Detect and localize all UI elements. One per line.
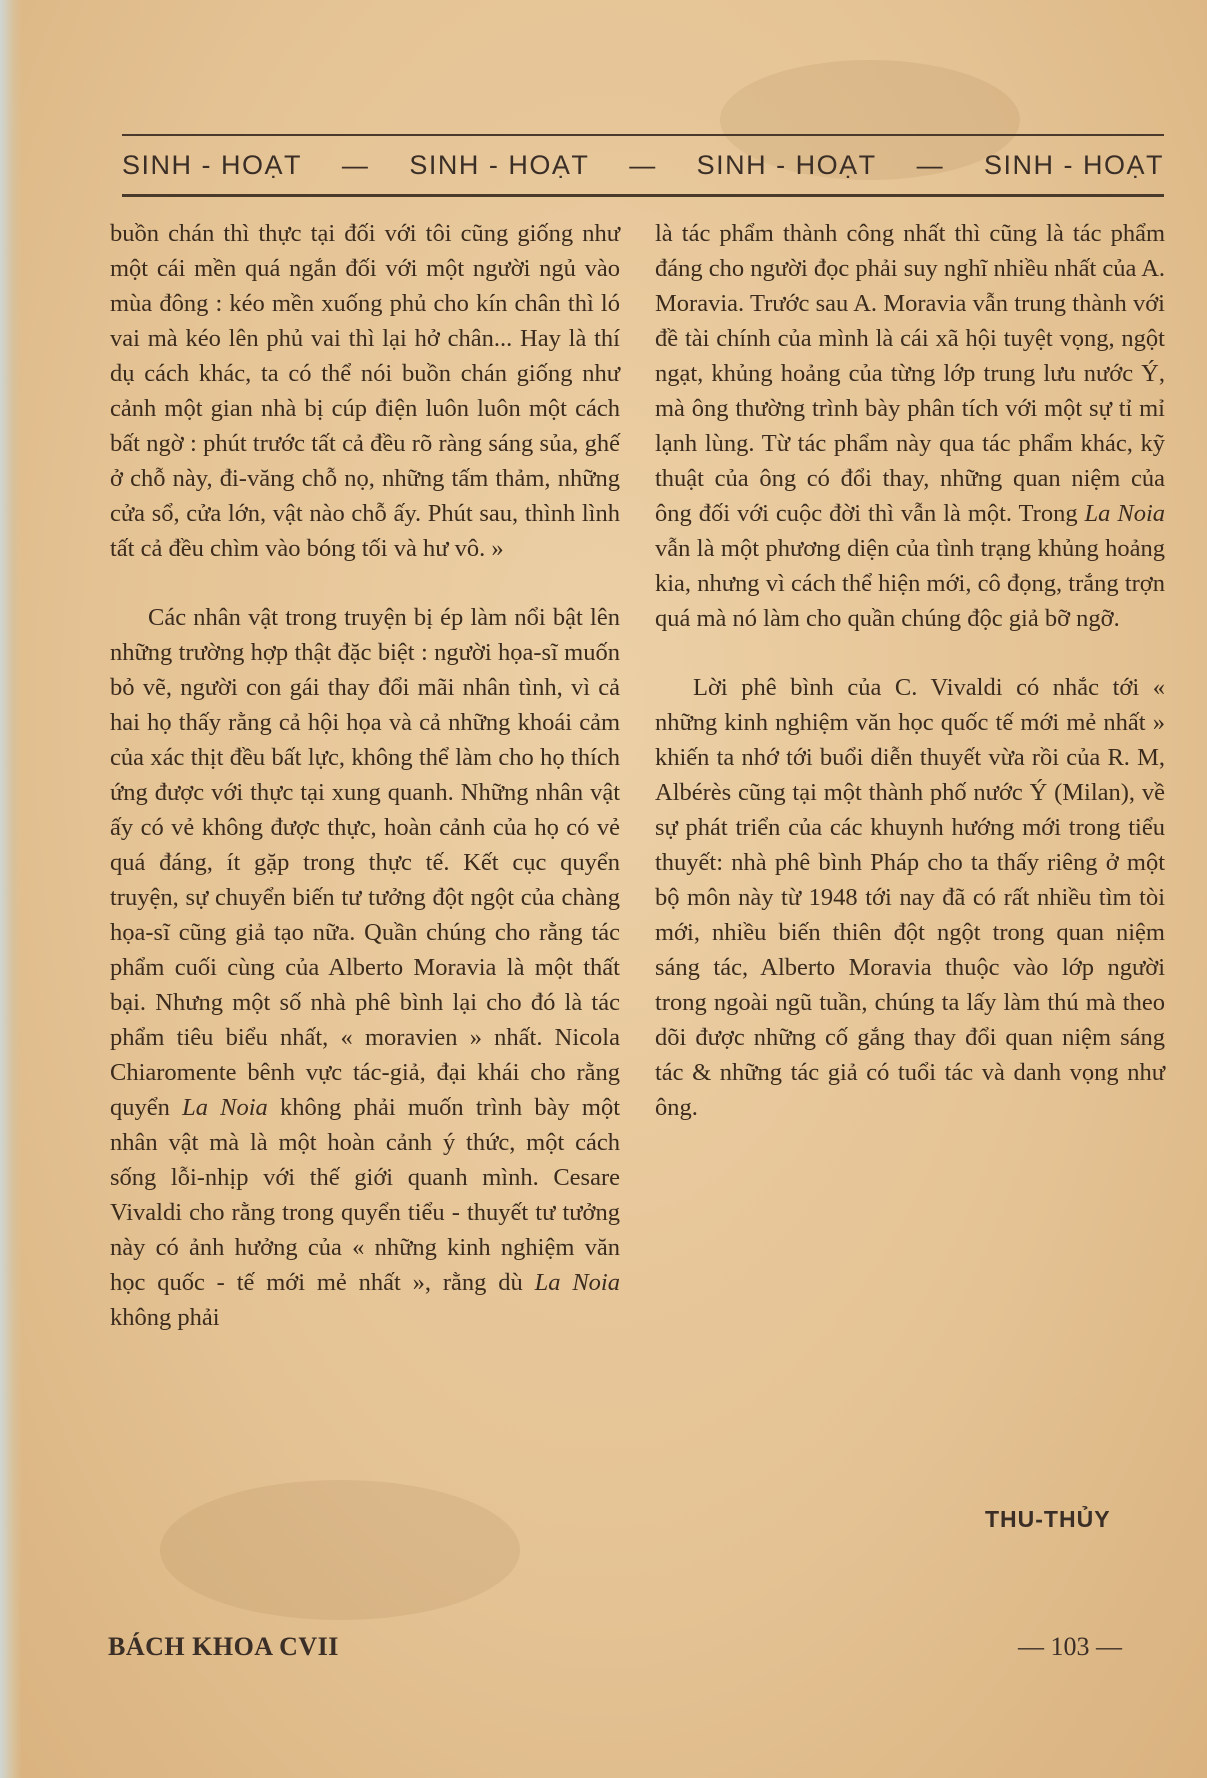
page-number: — 103 — — [1018, 1632, 1122, 1661]
paragraph: buồn chán thì thực tại đối với tôi cũng giống như một cái mền quá ngắn đối với một người ngủ vào mùa đông : kéo mền xuống phủ cho kín chân thì ló vai mà kéo lên phủ vai thì lại hở chân... Hay là thí dụ cách khác, ta có thể nói buồn chán giống như cảnh một gian nhà bị cúp điện luôn luôn một cách bất ngờ : phút trước tất cả đều rõ ràng sáng sủa, ghế ở chỗ này, đi-văng chỗ nọ, những tấm thảm, những cửa sổ, cửa lớn, vật nào chỗ ấy. Phút sau, thình lình tất cả đều chìm vào bóng tối và hư vô. » — [110, 220, 620, 562]
header-items — [122, 150, 1164, 181]
paragraph — [110, 600, 620, 1335]
book-title: La Noia — [534, 1269, 620, 1296]
text-run: vẫn là một phương diện của tình trạng khủng hoảng kia, nhưng vì cách thể hiện mới, cô đọng, trắng trợn quá mà nó làm cho quần chúng độc giả bỡ ngỡ. — [655, 535, 1165, 632]
book-title: La Noia — [1084, 500, 1166, 527]
header-item: SINH - HOẠT — [983, 150, 1164, 180]
right-column — [655, 216, 1165, 1125]
text-run: không phải — [110, 1304, 220, 1331]
left-column — [110, 216, 620, 1335]
header-item: SINH - HOẠT — [122, 150, 303, 180]
page-edge — [0, 0, 22, 1778]
text-run: không phải muốn trình bày một nhân vật mà là một hoàn cảnh ý thức, một cách sống lỗi-nhịp với thế giới quanh mình. Cesare Vivaldi cho rằng trong quyển tiểu - thuyết tư tưởng này có ảnh hưởng của « những kinh nghiệm văn học quốc - tế mới mẻ nhất », rằng dù — [110, 1094, 621, 1296]
paragraph: Lời phê bình của C. Vivaldi có nhắc tới « những kinh nghiệm văn học quốc tế mới mẻ nhất » khiến ta nhớ tới buổi diễn thuyết vừa rồi của R. M, Albérès cũng tại một thành phố nước Ý (Milan), về sự phát triển của các khuynh hướng mới trong tiểu thuyết: nhà phê bình Pháp cho ta thấy riêng ở một bộ môn này từ 1948 tới nay đã có rất nhiều tìm tòi mới, nhiều biến thiên đột ngột trong quan niệm sáng tác, Alberto Moravia thuộc vào lớp người trong ngoài ngũ tuần, chúng ta lấy làm thú mà theo dõi được những cố gắng thay đổi quan niệm sáng tác & những tác giả có tuổi tác và danh vọng như ông. — [655, 674, 1165, 1121]
header-rule-top — [122, 134, 1164, 136]
header-item: SINH - HOẠT — [409, 150, 590, 180]
paper-stain — [160, 1480, 520, 1620]
header-separator: — — [341, 150, 370, 180]
text-run: là tác phẩm thành công nhất thì cũng là tác phẩm đáng cho người đọc phải suy nghĩ nhiều nhất của A. Moravia. Trước sau A. Moravia vẫn trung thành với đề tài chính của mình là cái xã hội tuyệt vọng, ngột ngạt, khủng hoảng của từng lớp trung lưu nước Ý, mà ông thường trình bày phân tích với một sự tỉ mỉ lạnh lùng. Từ tác phẩm này qua tác phẩm khác, kỹ thuật của ông có đổi thay, những quan niệm của ông đối với cuộc đời thì vẫn là một. Trong — [655, 220, 1166, 527]
header-rule-bottom — [122, 194, 1164, 197]
header-item: SINH - HOẠT — [696, 150, 877, 180]
paragraph — [655, 216, 1165, 636]
header-separator: — — [629, 150, 657, 180]
author-signature: THU-THỦY — [985, 1506, 1111, 1532]
header-separator: — — [916, 150, 945, 180]
publication-name: BÁCH KHOA CVII — [108, 1632, 339, 1661]
running-header — [122, 128, 1164, 198]
book-title: La Noia — [182, 1094, 268, 1121]
text-run: Các nhân vật trong truyện bị ép làm nổi bật lên những trường hợp thật đặc biệt : người họa-sĩ muốn bỏ vẽ, người con gái thay đổi mãi nhân tình, vì cả hai họ thấy rằng cả hội họa và cả những khoái cảm của xác thịt đều bất lực, không thể làm cho họ thích ứng được với thực tại xung quanh. Những nhân vật ấy có vẻ không được thực, hoàn cảnh của họ có vẻ quá đáng, ít gặp trong thực tế. Kết cục quyển truyện, sự chuyển biến tư tưởng đột ngột của chàng họa-sĩ cũng giả tạo nữa. Quần chúng cho rằng tác phẩm cuối cùng của Alberto Moravia là một thất bại. Nhưng một số nhà phê bình lại cho đó là tác phẩm tiêu biểu nhất, « moravien » nhất. Nicola Chiaromente bênh vực tác-giả, đại khái cho rằng quyển — [110, 604, 620, 1121]
